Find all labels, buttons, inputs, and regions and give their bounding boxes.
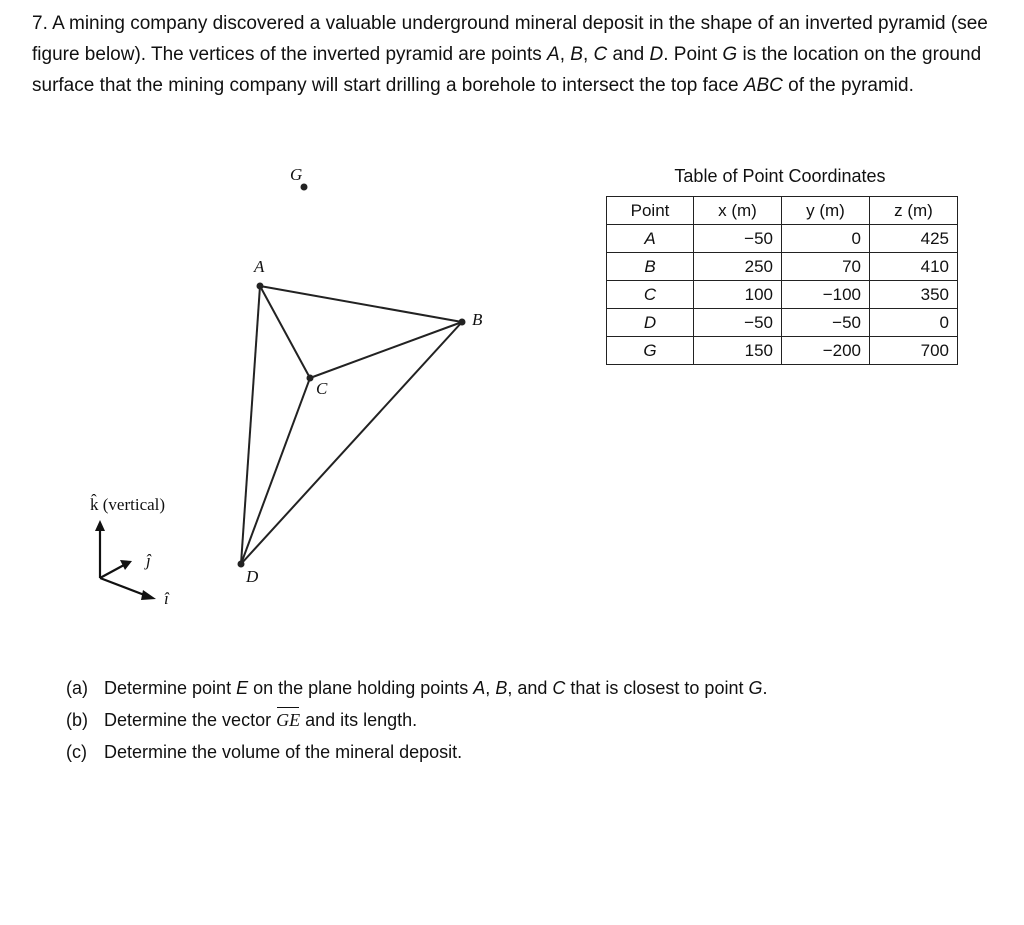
table-row — [607, 225, 958, 253]
question-list — [66, 672, 768, 768]
point-ref: E — [236, 678, 249, 698]
table-header-row — [607, 197, 958, 225]
cell-z: 350 — [870, 281, 958, 309]
question-text — [104, 704, 417, 736]
point-ref: C — [593, 44, 608, 65]
question-text — [104, 672, 768, 704]
edge-bd — [241, 322, 462, 564]
j-axis-label: ĵ — [146, 551, 151, 570]
col-point: Point — [607, 197, 694, 225]
problem-text: , — [582, 44, 594, 65]
cell-x: 250 — [694, 253, 782, 281]
cell-x: 150 — [694, 337, 782, 365]
point-ref: G — [748, 678, 763, 698]
point-ref: A — [547, 44, 560, 65]
edge-ab — [260, 286, 462, 322]
cell-y: 0 — [782, 225, 870, 253]
label-c: C — [316, 379, 328, 398]
cell-y: −200 — [782, 337, 870, 365]
col-z: z (m) — [870, 197, 958, 225]
table-row — [607, 309, 958, 337]
vector-ge: GE — [276, 704, 300, 736]
label-g: G — [290, 165, 303, 184]
question-label: (c) — [66, 742, 87, 762]
col-x: x (m) — [694, 197, 782, 225]
cell-z: 700 — [870, 337, 958, 365]
question-text: Determine the volume of the mineral deposit. — [104, 742, 463, 762]
question-b — [66, 704, 768, 736]
problem-text: is the location on the ground surface that the mining company will start drilling a borehole to intersect the top face — [32, 44, 982, 96]
point-g-dot — [301, 184, 308, 191]
problem-text: of the pyramid. — [782, 75, 914, 96]
table-row — [607, 337, 958, 365]
cell-z: 0 — [870, 309, 958, 337]
col-y: y (m) — [782, 197, 870, 225]
point-ref: C — [552, 678, 566, 698]
cell-point: B — [607, 253, 694, 281]
question-fragment: , and — [507, 678, 553, 698]
question-fragment: , — [485, 678, 496, 698]
table-title: Table of Point Coordinates — [674, 166, 886, 186]
cell-y: −100 — [782, 281, 870, 309]
point-ref: G — [722, 44, 738, 65]
i-axis-label: î — [164, 589, 169, 608]
pyramid-figure — [0, 0, 600, 640]
question-fragment: on the plane holding points — [248, 678, 474, 698]
edge-cb — [310, 322, 462, 378]
table-row — [607, 253, 958, 281]
cell-point: G — [607, 337, 694, 365]
point-ref: D — [649, 44, 664, 65]
problem-text: , — [559, 44, 571, 65]
problem-number: 7. — [32, 13, 48, 34]
problem-text: . Point — [663, 44, 723, 65]
label-d: D — [246, 567, 259, 586]
question-c — [66, 736, 768, 768]
question-a — [66, 672, 768, 704]
point-d-dot — [238, 561, 245, 568]
label-a: A — [254, 257, 265, 276]
cell-point: D — [607, 309, 694, 337]
edge-ac — [260, 286, 310, 378]
question-fragment: and its length. — [300, 710, 418, 730]
cell-x: −50 — [694, 225, 782, 253]
question-fragment: Determine point — [104, 678, 237, 698]
question-fragment: . — [762, 678, 768, 698]
problem-text: A mining company discovered a valuable underground mineral deposit in the shape of an inverted pyramid (see figure below). The vertices of the inverted pyramid are points — [32, 13, 988, 65]
coordinates-table — [606, 196, 958, 365]
cell-z: 410 — [870, 253, 958, 281]
question-fragment: Determine the vector — [104, 710, 277, 730]
question-label: (a) — [66, 678, 88, 698]
k-axis-label: k̂ (vertical) — [90, 495, 166, 514]
question-label: (b) — [66, 710, 88, 730]
cell-x: 100 — [694, 281, 782, 309]
point-ref: A — [473, 678, 486, 698]
point-a-dot — [257, 283, 264, 290]
cell-y: −50 — [782, 309, 870, 337]
point-ref: B — [495, 678, 508, 698]
table-row — [607, 281, 958, 309]
cell-point: C — [607, 281, 694, 309]
point-c-dot — [307, 375, 314, 382]
cell-x: −50 — [694, 309, 782, 337]
problem-text: and — [607, 44, 650, 65]
cell-y: 70 — [782, 253, 870, 281]
face-ref: ABC — [743, 75, 783, 96]
point-ref: B — [570, 44, 583, 65]
label-b: B — [472, 310, 483, 329]
question-fragment: that is closest to point — [565, 678, 749, 698]
cell-point: A — [607, 225, 694, 253]
point-b-dot — [459, 319, 466, 326]
cell-z: 425 — [870, 225, 958, 253]
